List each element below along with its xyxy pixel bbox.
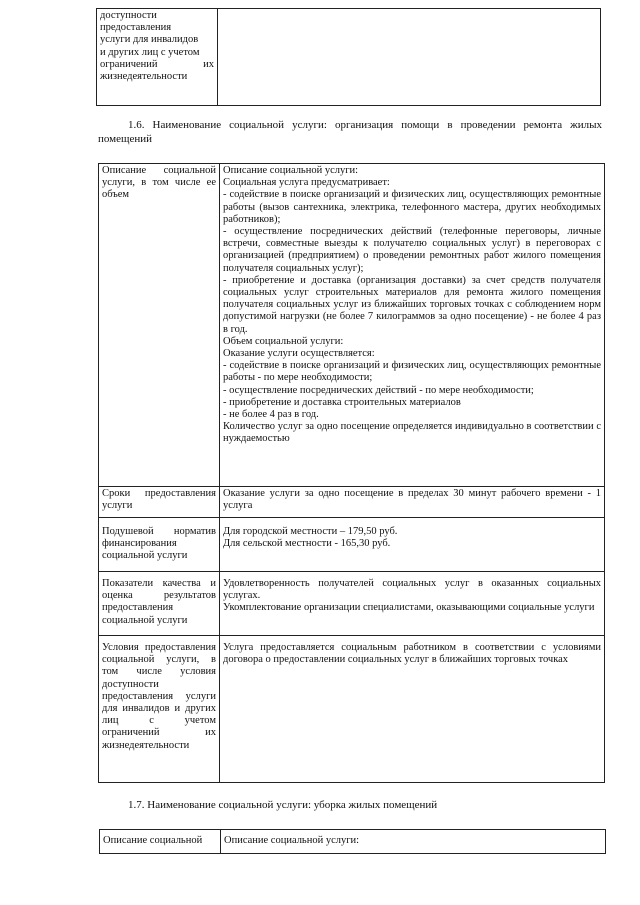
row-label: Показатели качества и оценка результатов предоставления социальной услуги: [99, 572, 220, 636]
content-line: Для сельской местности - 165,30 руб.: [223, 538, 391, 550]
table-row: [99, 636, 605, 783]
top-table-left-cell: [97, 9, 218, 106]
top-table-right-cell: [218, 9, 601, 106]
content-line: - приобретение и доставка (организация доставки) за счет средств получателя социальных услуг строительных материалов для ремонта жилого помещения получателя социальных услуг из ближайших торговых точках с соблюдением норм допустимой нагрузки (не более 7 килограммов за одно посещение) - не более 4 раз в год.: [223, 274, 601, 335]
top-table: [96, 8, 601, 106]
content-line: Количество услуг за одно посещение определяется индивидуально в соответствии с нуждаемостью: [223, 421, 601, 445]
top-left-line: и других лиц с учетом: [100, 46, 200, 58]
table-row: [99, 572, 605, 636]
row-label: Описание социальной услуги, в том числе ее объем: [99, 164, 220, 487]
content-line: Описание социальной услуги:: [223, 165, 359, 176]
section-16-title: 1.6. Наименование социальной услуги: организация помощи в проведении ремонта жилых помещений: [98, 119, 602, 145]
content-line: - осуществление посреднических действий (телефонные переговоры, личные встречи, совместные выезды к получателю социальных услуг) в переговорах с организацией (предприятием) о проведении ремонтных работ жилого помещения получателя социальных услуг);: [223, 226, 601, 274]
table-row: [99, 164, 605, 487]
table-row: [100, 830, 606, 854]
top-left-line: ограничений их: [100, 58, 214, 70]
row-label: Подушевой норматив финансирования социальной услуги: [99, 518, 220, 572]
row-label: Сроки предоставления услуги: [99, 487, 220, 518]
row-content: [220, 487, 605, 518]
row-content: [220, 572, 605, 636]
top-left-line: доступности: [100, 10, 157, 21]
content-line: - содействие в поиске организаций и физических лиц, осуществляющих ремонтные работы - по мере необходимости;: [223, 360, 601, 384]
content-line: Социальная услуга предусматривает:: [223, 177, 390, 189]
content-line: Для городской местности – 179,50 руб.: [223, 526, 398, 537]
content-line: Оказание услуги за одно посещение в пределах 30 минут рабочего времени - 1 услуга: [223, 488, 601, 512]
row-label: Условия предоставления социальной услуги, в том числе условия доступности предоставления услуги для инвалидов и других лиц с учетом ограничений их жизнедеятельности: [99, 636, 220, 783]
content-line: - приобретение и доставка строительных материалов: [223, 396, 461, 408]
content-line: Удовлетворенность получателей социальных услуг в оказанных социальных услугах.: [223, 578, 601, 602]
section-17-title: 1.7. Наименование социальной услуги: уборка жилых помещений: [128, 799, 438, 811]
content-line: - не более 4 раз в год.: [223, 409, 319, 421]
row-content: [220, 164, 605, 487]
content-line: - осуществление посреднических действий - по мере необходимости;: [223, 384, 534, 396]
content-line: Объем социальной услуги:: [223, 335, 344, 347]
table-row: [99, 518, 605, 572]
table-row: [99, 487, 605, 518]
top-left-line: жизнедеятельности: [100, 71, 188, 83]
content-line: Оказание услуги осуществляется:: [223, 348, 375, 360]
row-label: Описание социальной: [100, 830, 221, 854]
top-left-line: услуги для инвалидов: [100, 34, 199, 46]
service-17-table: [99, 829, 606, 854]
content-line: Услуга предоставляется социальным работником в соответствии с условиями договора о предоставлении социальных услуг в ближайших торговых точках: [223, 642, 601, 666]
service-16-table: [98, 163, 605, 783]
row-content: Описание социальной услуги:: [221, 830, 606, 854]
top-left-line: предоставления: [100, 22, 172, 34]
content-line: Укомплектование организации специалистами, оказывающими социальные услуги: [223, 602, 595, 614]
content-line: - содействие в поиске организаций и физических лиц, осуществляющих ремонтные работы (вызов сантехника, электрика, телефонного мастера, других необходимых работников);: [223, 189, 601, 225]
row-content: [220, 636, 605, 783]
row-content: [220, 518, 605, 572]
